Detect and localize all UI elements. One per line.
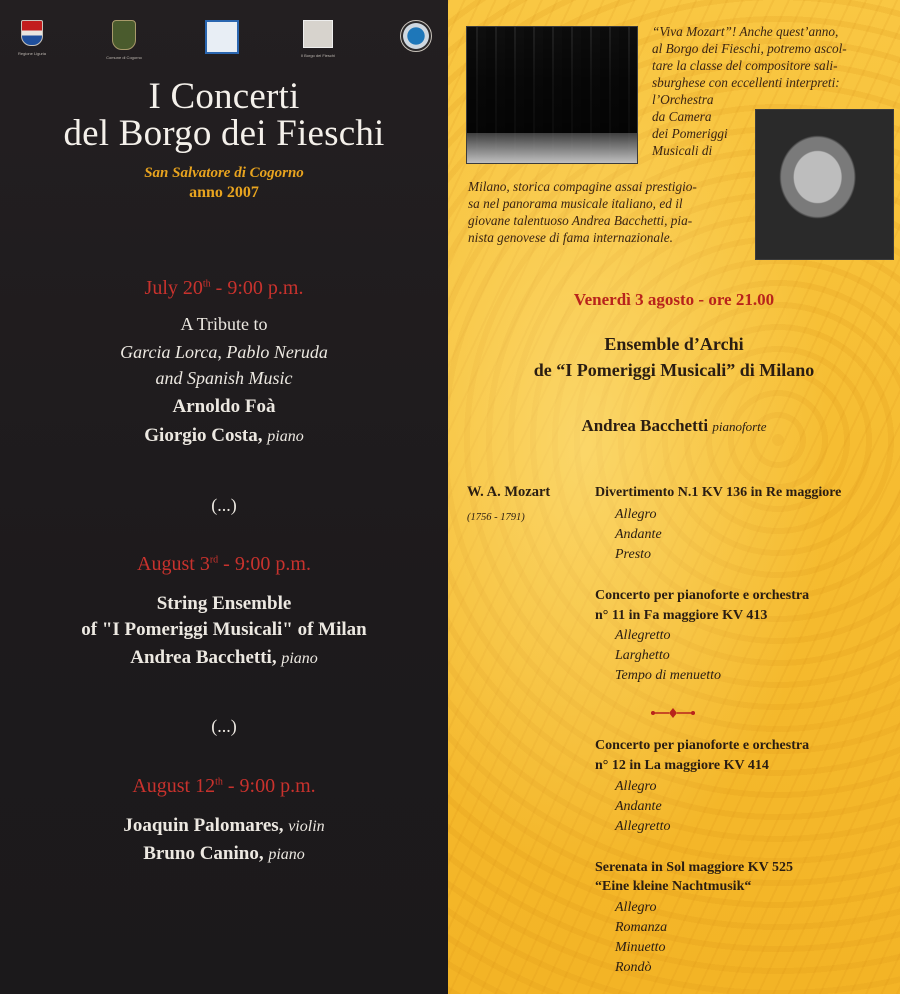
title-line-2: del Borgo dei Fieschi <box>63 113 385 154</box>
logo-caption: Regione Liguria <box>17 51 47 56</box>
concert-3-performer-2: Bruno Canino, piano <box>143 843 305 864</box>
borgo-dei-fieschi-icon <box>303 20 333 48</box>
ensemble-line-2: de “I Pomeriggi Musicali” di Milano <box>533 360 815 380</box>
sponsor-logos <box>0 20 448 68</box>
intro-line: “Viva Mozart”! Anche quest’anno, <box>652 24 839 39</box>
concert-1-date: July 20th - 9:00 p.m. <box>144 277 304 299</box>
echi-di-liguria-icon <box>205 20 239 54</box>
logo-regione-liguria <box>12 20 52 56</box>
work-2-movement: Larghetto <box>615 648 670 663</box>
orchestra-photo <box>466 26 638 164</box>
regione-liguria-icon <box>21 20 43 46</box>
intro-line: sburghese con eccellenti interpreti: <box>652 75 840 90</box>
concert-1-performer-2: Giorgio Costa, piano <box>144 425 304 446</box>
year: anno 2007 <box>189 184 259 201</box>
work-2-movement: Allegretto <box>615 628 671 643</box>
work-3-movement: Allegretto <box>615 819 671 834</box>
logo-echi-di-liguria <box>202 20 242 54</box>
left-panel <box>0 0 448 994</box>
concert-3-date: August 12th - 9:00 p.m. <box>132 775 316 797</box>
concert-3-performer-1: Joaquin Palomares, violin <box>123 815 325 836</box>
featured-performer: Andrea Bacchetti pianoforte <box>581 416 767 435</box>
work-3-movement: Andante <box>615 799 662 814</box>
work-4-movement: Rondò <box>615 960 652 975</box>
intro-line: nista genovese di fama internazionale. <box>468 230 673 245</box>
logo-caption: Comune di Cogorno <box>106 55 142 60</box>
round-emblem-icon <box>400 20 432 52</box>
intro-line: sa nel panorama musicale italiano, ed il <box>468 196 683 211</box>
work-1-movement: Presto <box>615 547 652 562</box>
logo-round-emblem <box>396 20 436 52</box>
right-panel <box>448 0 900 994</box>
concert-2-date: August 3rd - 9:00 p.m. <box>137 553 311 575</box>
intro-line: l’Orchestra <box>652 92 714 107</box>
composer-name: W. A. Mozart <box>467 484 551 500</box>
work-4-title: Serenata in Sol maggiore KV 525 <box>595 860 793 875</box>
work-4-movement: Romanza <box>615 920 668 935</box>
title-line-1: I Concerti <box>148 76 300 117</box>
work-3-title: n° 12 in La maggiore KV 414 <box>595 758 769 773</box>
logo-borgo-dei-fieschi <box>298 20 338 58</box>
concert-1-line-3: and Spanish Music <box>155 368 293 388</box>
intro-line: Musicali di <box>652 143 713 158</box>
intro-line: da Camera <box>652 109 712 124</box>
composer-years: (1756 - 1791) <box>467 512 525 523</box>
concert-1-performer-1: Arnoldo Foà <box>172 396 276 417</box>
pianist-photo <box>755 109 894 260</box>
ornament-divider-icon <box>649 706 697 720</box>
work-1-movement: Andante <box>615 527 662 542</box>
work-2-title: n° 11 in Fa maggiore KV 413 <box>595 608 768 623</box>
intro-line: giovane talentuoso Andrea Bacchetti, pia- <box>468 213 693 228</box>
comune-cogorno-icon <box>112 20 136 50</box>
intro-line: al Borgo dei Fieschi, potremo ascol- <box>652 41 847 56</box>
concert-1-line-2: Garcia Lorca, Pablo Neruda <box>120 342 328 362</box>
work-4-movement: Minuetto <box>615 940 666 955</box>
intro-line: dei Pomeriggi <box>652 126 728 141</box>
concert-2-line-2: of "I Pomeriggi Musicali" of Milan <box>81 619 367 640</box>
logo-caption: Il Borgo dei Fieschi <box>300 53 335 58</box>
work-3-movement: Allegro <box>615 779 657 794</box>
work-2-title: Concerto per pianoforte e orchestra <box>595 588 810 603</box>
event-date: Venerdì 3 agosto - ore 21.00 <box>573 290 775 309</box>
intro-line: Milano, storica compagine assai prestigio- <box>468 179 697 194</box>
concert-1-line-1: A Tribute to <box>180 314 268 334</box>
work-4-title: “Eine kleine Nachtmusik“ <box>595 879 752 894</box>
work-1-movement: Allegro <box>615 507 657 522</box>
work-1-title: Divertimento N.1 KV 136 in Re maggiore <box>595 485 842 500</box>
ellipsis-2: (...) <box>211 716 237 736</box>
work-2-movement: Tempo di menuetto <box>615 668 722 683</box>
location: San Salvatore di Cogorno <box>144 165 304 181</box>
work-3-title: Concerto per pianoforte e orchestra <box>595 738 810 753</box>
concert-2-line-1: String Ensemble <box>156 593 292 614</box>
logo-comune-cogorno <box>104 20 144 60</box>
ensemble-line-1: Ensemble d’Archi <box>604 334 744 354</box>
work-4-movement: Allegro <box>615 900 657 915</box>
intro-line: tare la classe del compositore sali- <box>652 58 838 73</box>
concert-2-performer-1: Andrea Bacchetti, piano <box>130 647 318 668</box>
ellipsis-1: (...) <box>211 495 237 515</box>
